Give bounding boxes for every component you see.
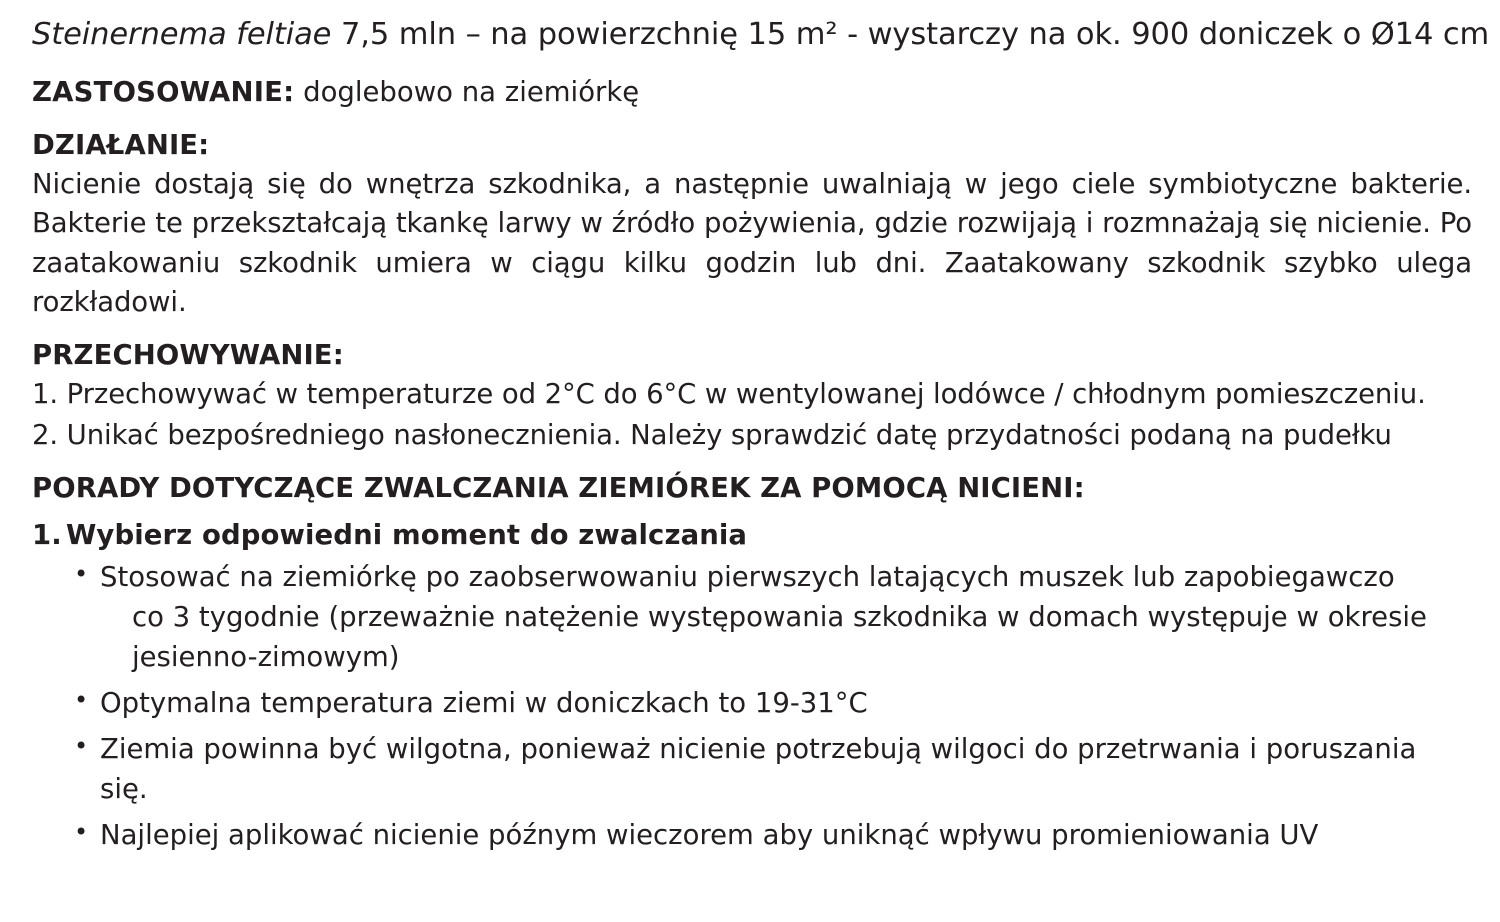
bullet-line: Optymalna temperatura ziemi w doniczkach to 19-31°C xyxy=(100,686,868,719)
application-row xyxy=(32,73,1472,112)
storage-section xyxy=(32,336,1472,455)
list-item xyxy=(70,816,1472,856)
list-item xyxy=(70,730,1472,810)
action-label: DZIAŁANIE: xyxy=(32,129,210,162)
tips-step-1 xyxy=(32,516,1472,555)
bullet-line: Ziemia powinna być wilgotna, ponieważ nicienie potrzebują wilgoci do przetrwania i poruszania się. xyxy=(100,732,1417,805)
product-headline xyxy=(32,14,1490,55)
storage-item: 1. Przechowywać w temperaturze od 2°C do 6°C w wentylowanej lodówce / chłodnym pomieszczeniu. xyxy=(32,377,1426,410)
bullet-line: jesienno-zimowym) xyxy=(132,641,400,674)
tips-step-number: 1. xyxy=(32,518,62,551)
list-item xyxy=(70,558,1472,678)
application-label: ZASTOSOWANIE: xyxy=(32,76,295,109)
tips-step-title: Wybierz odpowiedni moment do zwalczania xyxy=(66,518,748,551)
tips-section xyxy=(32,469,1472,855)
bullet-line: Stosować na ziemiórkę po zaobserwowaniu pierwszych latających muszek lub zapobiegawczo xyxy=(100,561,1395,594)
storage-label: PRZECHOWYWANIE: xyxy=(32,339,344,372)
application-text: doglebowo na ziemiórkę xyxy=(294,76,640,109)
headline-rest: 7,5 mln – na powierzchnię 15 m² - wystarczy na ok. 900 doniczek o Ø14 cm xyxy=(331,17,1490,52)
action-paragraph: Nicienie dostają się do wnętrza szkodnika, a następnie uwalniają w jego ciele symbiotyczne bakterie. Bakterie te przekształcają tkankę larwy w źródło pożywienia, gdzie rozwijają i rozmnażają się nicienie. Po zaatakowaniu szkodnik umiera w ciągu kilku godzin lub dni. Zaatakowany szkodnik szybko ulega rozkładowi. xyxy=(32,167,1472,318)
species-name: Steinernema feltiae xyxy=(32,17,332,52)
application-section xyxy=(32,73,1472,112)
bullet-line: Najlepiej aplikować nicienie późnym wieczorem aby uniknąć wpływu promieniowania UV xyxy=(100,818,1319,851)
bullet-line: co 3 tygodnie (przeważnie natężenie występowania szkodnika w domach występuje w okresie xyxy=(132,601,1427,634)
tips-bullet-list xyxy=(32,558,1472,855)
action-section xyxy=(32,126,1472,322)
tips-label: PORADY DOTYCZĄCE ZWALCZANIA ZIEMIÓREK ZA POMOCĄ NICIENI: xyxy=(32,472,1085,505)
storage-item: 2. Unikać bezpośredniego nasłonecznienia. Należy sprawdzić datę przydatności podaną na pudełku xyxy=(32,419,1392,452)
document-content xyxy=(32,14,1490,869)
list-item xyxy=(70,684,1472,724)
